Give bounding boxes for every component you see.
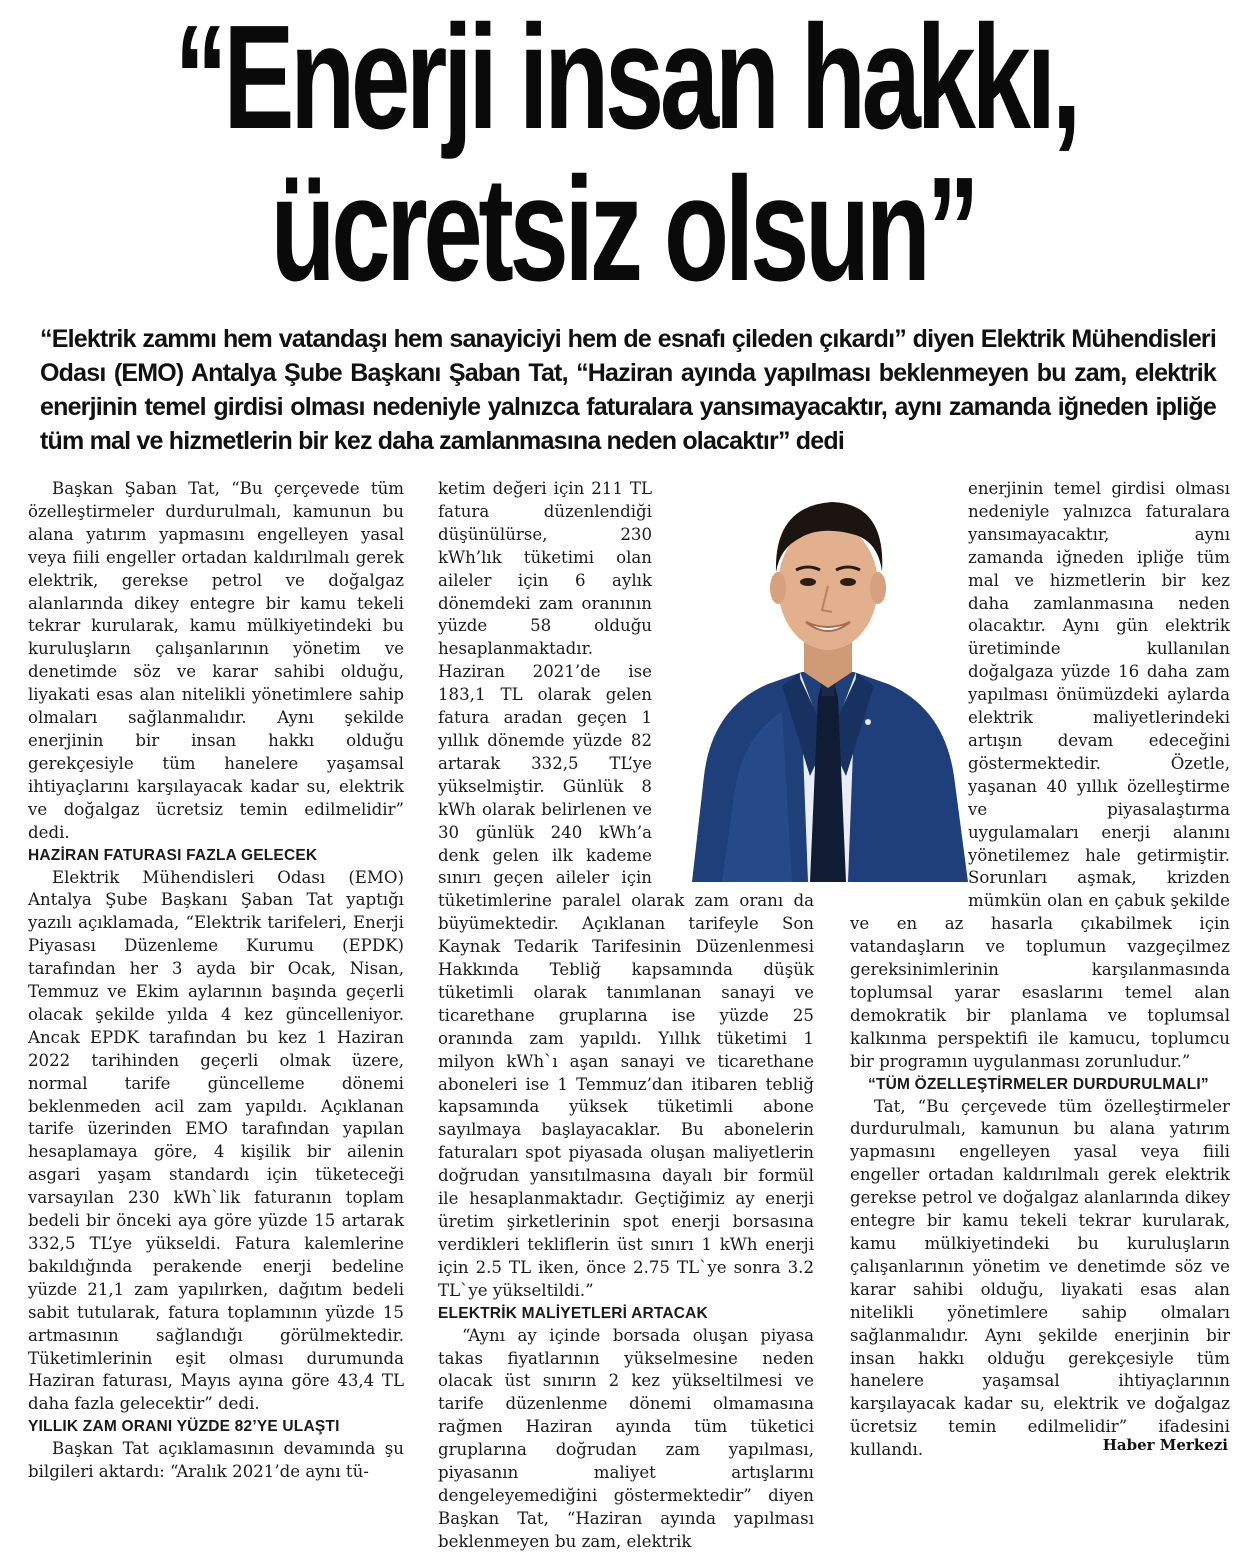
headline-line-2: ücretsiz olsun” xyxy=(270,147,976,312)
subheading-yillik-zam: YILLIK ZAM ORANI YÜZDE 82’YE ULAŞTI xyxy=(28,1418,340,1436)
subheading-elektrik-maliyetleri: ELEKTRİK MALİYETLERİ ARTACAK xyxy=(438,1304,708,1322)
subheading-haziran-faturasi: HAZİRAN FATURASI FAZLA GELECEK xyxy=(28,846,318,864)
portrait-photo-icon xyxy=(682,476,972,882)
article-column-1 xyxy=(28,478,404,1484)
column1-paragraph-2: Elektrik Mühendisleri Odası (EMO) Antalya Şube Başkanı Şaban Tat yaptığı yazılı açıklamada, “Elektrik tarifeleri, Enerji Piyasası Düzenleme Kurumu (EPDK) tarafından her 3 ayda bir Ocak, Nisan, Temmuz ve Ekim aylarının başında geçerli olacak şekilde yılda 4 kez güncelleniyor. Ancak EPDK tarafından bu kez 1 Haziran 2022 tarihinden geçerli olmak üzere, normal tarife güncelleme dönemi beklenmeden acil zam yapıldı. Açıklanan tarife üzerinden EMO tarafından yapılan hesaplamaya göre, 4 kişilik bir ailenin asgari yaşam standardı için tüketeceği varsayılan 230 kWh`lik faturanın toplam bedeli bir önceki aya göre yüzde 15 artarak 332,5 TL’ye yükseldi. Fatura kalemlerine bakıldığında perakende enerji bedeline yüzde 21,1 zam yapılırken, dağıtım bedeli sabit tutularak, fatura toplamının yüzde 15 artmasının sağlandığı görülmektedir. Tüketimlerinin eşit olması durumunda Haziran faturası, Mayıs ayına göre 43,4 TL daha fazla gelecektir” dedi. xyxy=(28,867,404,1414)
headline-line-1: “Enerji insan hakkı, xyxy=(174,0,1078,160)
byline: Haber Merkezi xyxy=(1102,1436,1228,1454)
column1-paragraph-3: Başkan Tat açıklamasının devamında şu bilgileri aktardı: “Aralık 2021’de aynı tü- xyxy=(28,1439,404,1482)
lead-paragraph: “Elektrik zammı hem vatandaşı hem sanayiciyi hem de esnafı çileden çıkardı” diyen Elektrik Mühendisleri Odası (EMO) Antalya Şube Başkanı Şaban Tat, “Haziran ayında yapılması beklenmeyen bu zam, elektrik enerjinin temel girdisi olması nedeniyle yalnızca faturalara yansımayacaktır, aynı zamanda iğneden ipliğe tüm mal ve hizmetlerin bir kez daha zamlanmasına neden olacaktır” dedi xyxy=(40,325,1216,455)
column3-paragraph-2: Tat, “Bu çerçevede tüm özelleştirmeler durdurulmalı, kamunun bu alana yatırım yapmasını engelleyen yasal veya fiili engeller ortadan kaldırılmalı gerek elektrik gerekse petrol ve doğalgaz alanlarında dikey entegre bir kamu tekeli tekrar kurularak, kamu mülkiyetindeki bu kuruluşların çalışanlarının yönetim ve denetimde söz ve karar sahibi olduğu, liyakati esas alan nitelikli yönetimlere sahip olmaları sağlanmalıdır. Aynı şekilde enerjinin bir insan hakkı olduğu gerekçesiyle tüm hanelere yaşamsal ihtiyaçlarının karşılayacak kadar su, elektrik ve doğalgaz ücretsiz temin edilmelidir” ifadesini kullandı. xyxy=(850,1096,1230,1460)
column1-paragraph-1: Başkan Şaban Tat, “Bu çerçevede tüm özelleştirmeler durdurulmalı, kamunun bu alana yatırım yapmasını engelleyen yasal veya fiili engeller ortadan kaldırılmalı gerek elektrik, gerekse petrol ve doğalgaz alanlarında dikey entegre bir kamu tekeli tekrar kurularak, kamu mülkiyetindeki bu kuruluşların çalışanlarının yönetim ve denetimde söz ve karar sahibi olduğu, liyakati esas alan nitelikli yönetimlere sahip olmaları sağlanmalıdır. Aynı şekilde enerjinin bir insan hakkı olduğu gerekçesiyle tüm hanelere yaşamsal ihtiyaçlarını karşılayacak kadar su, elektrik ve doğalgaz ücretsiz temin edilmelidir” dedi. xyxy=(28,479,404,842)
column3-paragraph-1: enerjinin temel girdisi olması nedeniyle yalnızca faturalara yansımayacaktır, aynı zamanda iğneden ipliğe tüm mal ve hizmetlerin bir kez daha zamlanmasına neden olacaktır. Aynı gün elektrik üretiminde kullanılan doğalgaza yüzde 16 daha zam yapılması önümüzdeki aylarda elektrik maliyetlerindeki artışın devam edeceğini göstermektedir. Özetle, yaşanan 40 yıllık özelleştirme ve piyasalaştırma uygulamaları enerji alanını yönetilemez hale getirmiştir. Sorunları aşmak, krizden mümkün olan en çabuk şekilde ve en az hasarla çıkabilmek için vatandaşların ve toplumun vazgeçilmez gereksinimlerinin karşılanmasında toplumsal yarar esaslarını temel alan demokratik bir planlama ve toplumsal kalkınma perspektifi ile kamucu, toplumcu bir programın uygulanması zorunludur.” xyxy=(850,479,1230,1071)
column2-paragraph-2: “Aynı ay içinde borsada oluşan piyasa takas fiyatlarının yükselmesine neden olacak üst sınırın 2 kez yükseltilmesi ve tarife düzenlenme dönemi olmamasına rağmen Haziran ayında tüm tüketici gruplarına doğrudan zam yapılması, piyasanın maliyet artışlarını dengeleyemediğini göstermektedir” diyen Başkan Tat, “Haziran ayında yapılması beklenmeyen bu zam, elektrik xyxy=(438,1325,814,1551)
column2-paragraph-1: ketim değeri için 211 TL fatura düzenlendiği düşünülürse, 230 kWh’lık tüketimi olan aileler için 6 aylık dönemdeki zam oranının yüzde 58 olduğu hesaplanmaktadır. Haziran 2021’de ise 183,1 TL olarak gelen fatura aradan geçen 1 yıllık dönemde yüzde 82 artarak 332,5 TL’ye yükselmiştir. Günlük 8 kWh olarak belirlenen ve 30 günlük 240 kWh’a denk gelen ilk kademe sınırı geçen aileler için tüketimlerine paralel olarak zam oranı da büyümektedir. Açıklanan tarifeyle Son Kaynak Tedarik Tarifesinin Düzenlenmesi Hakkında Tebliğ kapsamında düşük tüketimli olarak tanımlanan sanayi ve ticarethane gruplarına ise yüzde 25 oranında zam yapıldı. Yıllık tüketimi 1 milyon kWh`ı aşan sanayi ve ticarethane aboneleri ise 1 Temmuz’dan itibaren tebliğ kapsamında yüksek tüketimli abone sayılmaya başlayacaklar. Bu abonelerin faturaları spot piyasada oluşan maliyetlerin doğrudan yansıtılmasına dayalı bir formül ile hesaplanmaktadır. Geçtiğimiz ay enerji üretim şirketlerinin spot enerji borsasına verdikleri tekliflerin üst sınırı 1 kWh enerji için 2.5 TL iken, önce 2.75 TL`ye sonra 3.2 TL`ye yükseltildi.” xyxy=(438,479,814,1300)
subheading-tum-ozellestirmeler: “TÜM ÖZELLEŞTİRMELER DURDURULMALI” xyxy=(868,1075,1209,1093)
